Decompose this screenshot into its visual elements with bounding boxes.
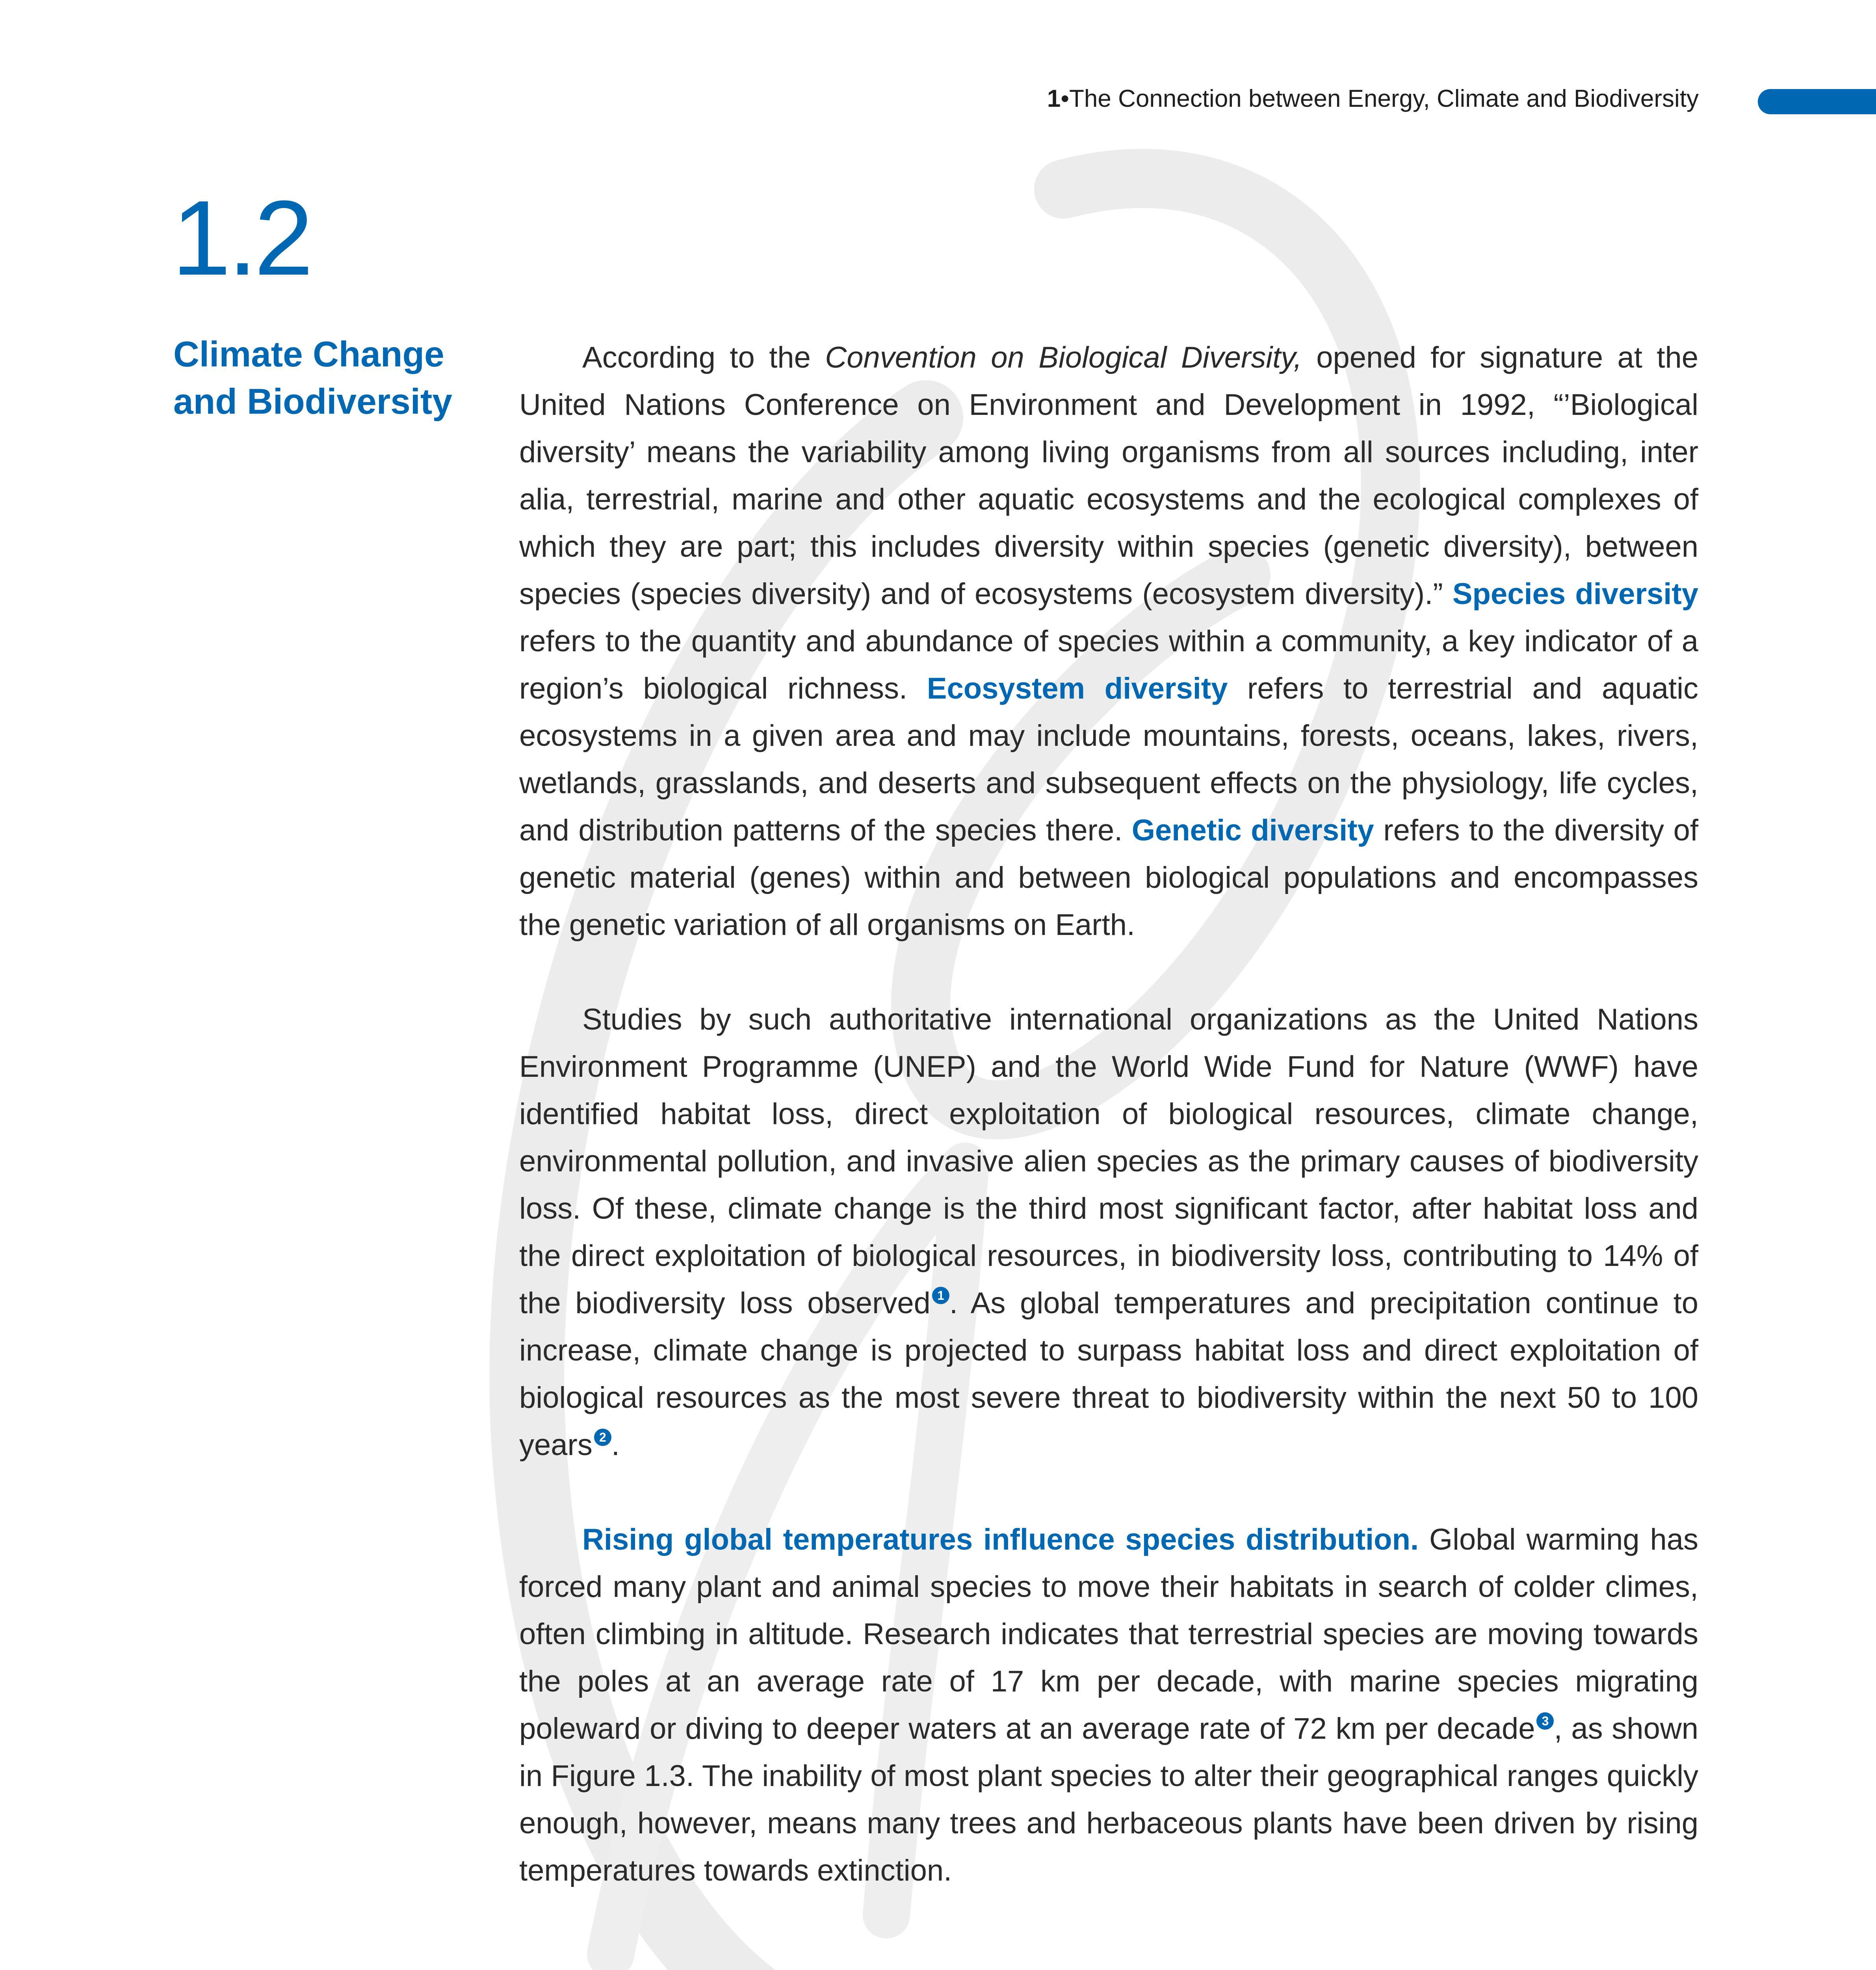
footnote-ref-2[interactable]: 2 bbox=[594, 1429, 611, 1446]
chapter-title: The Connection between Energy, Climate and Biodiversity bbox=[1069, 85, 1699, 112]
term-species-diversity: Species diversity bbox=[1452, 577, 1698, 611]
running-header bbox=[1047, 85, 1699, 113]
body-text bbox=[519, 334, 1698, 1894]
text-run: Studies by such authoritative international organizations as the United Nations Environment Programme (UNEP) and the World Wide Fund for Nature (WWF) have identified habitat loss, direct exploitation of biological resources, climate change, environmental pollution, and invasive alien species as the primary causes of biodiversity loss. Of these, climate change is the third most significant factor, after habitat loss and the direct exploitation of biological resources, in biodiversity loss, contributing to 14% of the biodiversity loss observed bbox=[519, 1003, 1698, 1320]
chapter-number: 1 bbox=[1047, 85, 1061, 112]
header-accent-bar bbox=[1758, 89, 1876, 114]
text-run: . As global temperatures and precipitation continue to increase, climate change is projected to surpass habitat loss and direct exploitation of biological resources as the most severe threat to biodiversity within the next 50 to 100 years bbox=[519, 1286, 1699, 1462]
footnote-ref-1[interactable]: 1 bbox=[932, 1287, 949, 1304]
paragraph-2 bbox=[519, 996, 1698, 1469]
text-run: refers to the quantity and abundance of species within a community, a key indicator of a region’s biological richness. bbox=[519, 624, 1698, 705]
text-run: refers to terrestrial and aquatic ecosystems in a given area and may include mountains, forests, oceans, lakes, rivers, wetlands, grasslands, and deserts and subsequent effects on the physiology, life cycles, and distribution patterns of the species there. bbox=[519, 672, 1699, 847]
text-run: opened for signature at the United Nations Conference on Environment and Development in 1992, “’Biological diversity’ means the variability among living organisms from all sources including, inter alia, terrestrial, marine and other aquatic ecosystems and the ecological complexes of which they are part; this includes diversity within species (genetic diversity), between species (species diversity) and of ecosystems (ecosystem diversity).” bbox=[519, 341, 1698, 611]
section-title-line-2: and Biodiversity bbox=[173, 382, 452, 422]
term-genetic-diversity: Genetic diversity bbox=[1131, 814, 1374, 847]
header-separator: • bbox=[1061, 85, 1070, 112]
text-run: , as shown in Figure 1.3. The inability of most plant species to alter their geographical ranges quickly enough, however, means many trees and herbaceous plants have been driven by rising temperatures towards extinction. bbox=[519, 1712, 1698, 1887]
text-run: According to the bbox=[582, 341, 825, 374]
convention-title: Convention on Biological Diversity, bbox=[825, 341, 1302, 374]
paragraph-3 bbox=[519, 1516, 1698, 1894]
text-run: refers to the diversity of genetic material (genes) within and between biological populations and encompasses the genetic variation of all organisms on Earth. bbox=[519, 814, 1698, 942]
section-title bbox=[173, 331, 473, 426]
text-run: . bbox=[611, 1428, 620, 1462]
section-number: 1.2 bbox=[172, 179, 310, 297]
section-title-line-1: Climate Change bbox=[173, 335, 444, 374]
term-ecosystem-diversity: Ecosystem diversity bbox=[927, 672, 1228, 705]
text-run: Global warming has forced many plant and animal species to move their habitats in search of colder climes, often climbing in altitude. Research indicates that terrestrial species are moving towards the poles at an average rate of 17 km per decade, with marine species migrating poleward or diving to deeper waters at an average rate of 72 km per decade bbox=[519, 1523, 1698, 1745]
footnote-ref-3[interactable]: 3 bbox=[1536, 1712, 1554, 1730]
lead-sentence: Rising global temperatures influence species distribution. bbox=[582, 1523, 1419, 1556]
paragraph-1 bbox=[519, 334, 1698, 949]
